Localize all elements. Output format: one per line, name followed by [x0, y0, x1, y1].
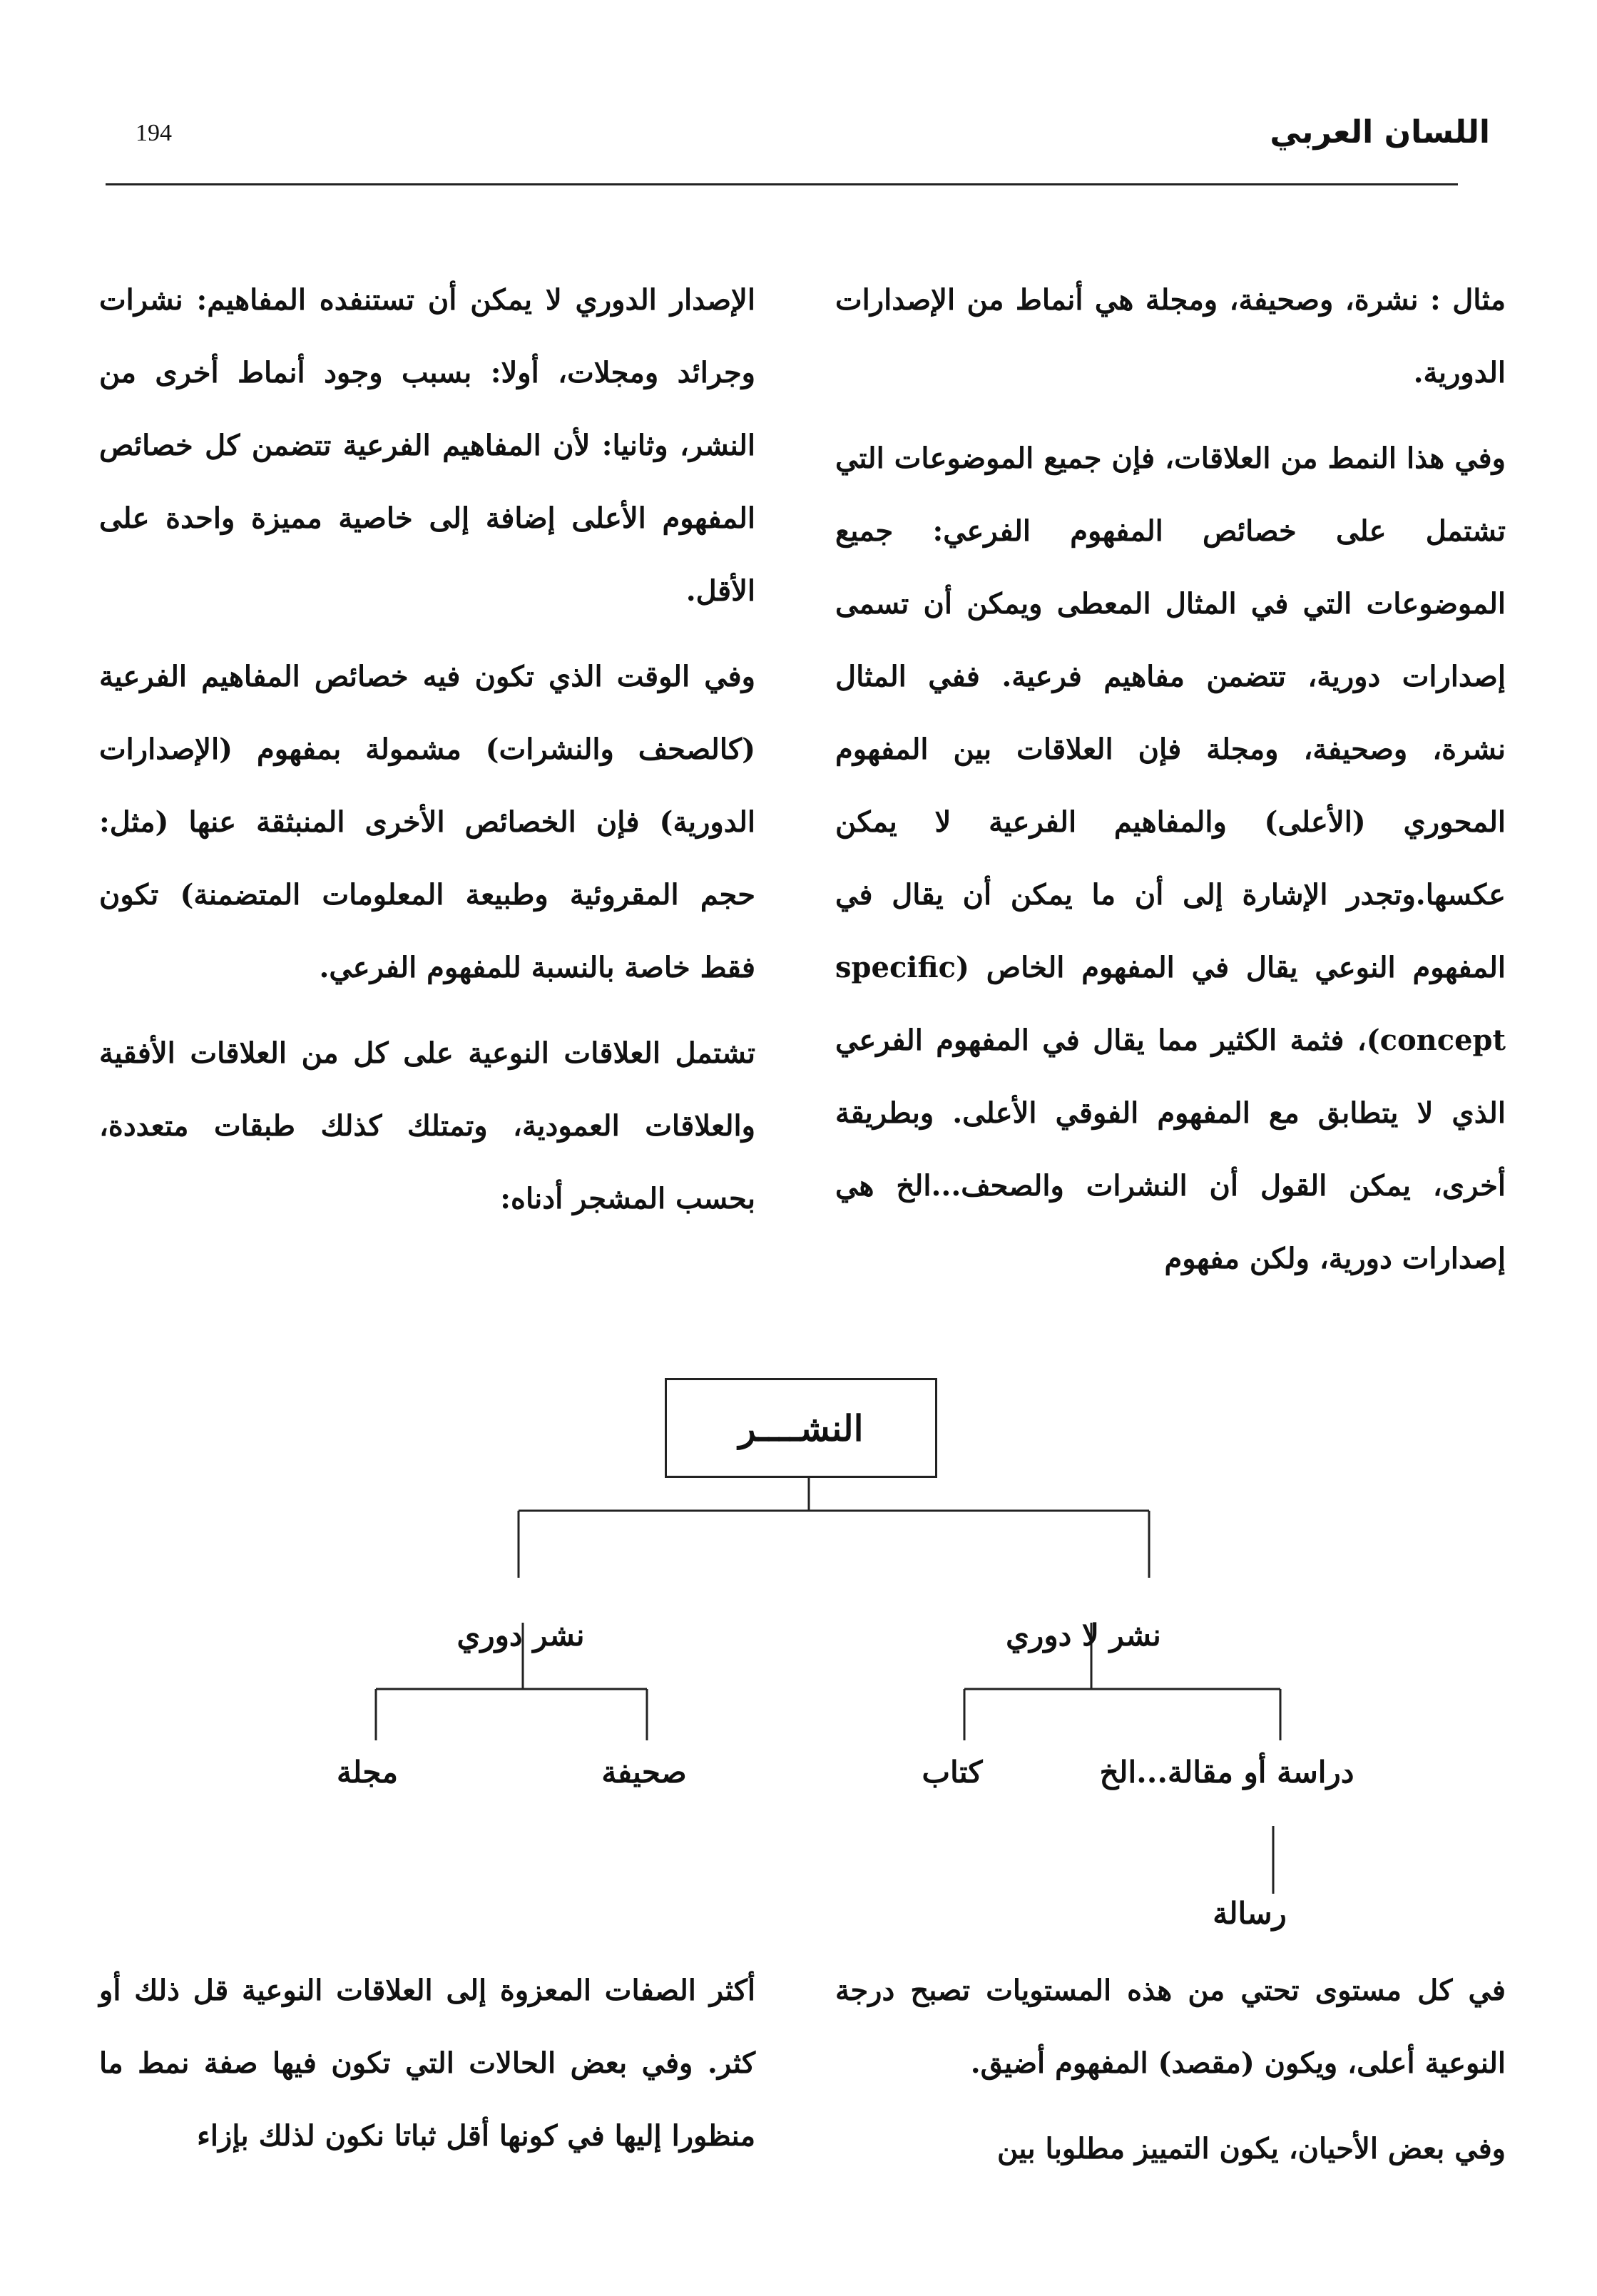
right-column-bottom	[835, 1954, 1506, 2185]
tree-node-study-article: دراسة أو مقالة...الخ	[1099, 1755, 1354, 1790]
paragraph: أكثر الصفات المعزوة إلى العلاقات النوعية قل ذلك أو كثر. وفي بعض الحالات التي تكون فيها صفة نمط ما منظورا إليها في كونها أقل ثباتا نكون لذلك بإزاء	[99, 1974, 755, 2153]
tree-node-magazine: مجلة	[336, 1755, 399, 1790]
paragraph: وفي هذا النمط من العلاقات، فإن جميع الموضوعات التي تشتمل على خصائص المفهوم الفرعي: جميع الموضوعات التي في المثال المعطى ويمكن أن تسمى إصدارات دورية، تتضمن مفاهيم فرعية. ففي المثال نشرة، وصحيفة، ومجلة فإن العلاقات بين المفهوم المحوري (الأعلى) والمفاهيم الفرعية لا يمكن عكسها.وتجدر الإشارة إلى أن ما يمكن أن يقال في المفهوم النوعي يقال في المفهوم الخاص (specific concept)، فثمة الكثير مما يقال في المفهوم الفرعي الذي لا يتطابق مع المفهوم الفوقي الأعلى. وبطريقة أخرى، يمكن القول أن النشرات والصحف...الخ هي إصدارات دورية، ولكن مفهوم	[835, 442, 1506, 1275]
paragraph: تشتمل العلاقات النوعية على كل من العلاقات الأفقية والعلاقات العمودية، وتمتلك كذلك طبقات متعددة، بحسب المشجر أدناه:	[99, 1036, 755, 1215]
tree-node-book: كتاب	[922, 1755, 983, 1790]
tree-node-non-periodic: نشر لا دوري	[1006, 1618, 1161, 1653]
tree-node-periodic: نشر دوري	[456, 1618, 585, 1653]
left-column-bottom	[99, 1954, 755, 2173]
paragraph: وفي الوقت الذي تكون فيه خصائص المفاهيم الفرعية (كالصحف والنشرات) مشمولة بمفهوم (الإصدارات الدورية) فإن الخصائص الأخرى المنبثقة عنها (مثل: حجم المقروئية وطبيعة المعلومات المتضمنة) تكون فقط خاصة بالنسبة للمفهوم الفرعي.	[99, 660, 755, 984]
tree-node-newspaper: صحيفة	[601, 1755, 687, 1790]
paragraph: في كل مستوى تحتي من هذه المستويات تصبح درجة النوعية أعلى، ويكون (مقصد) المفهوم أضيق.	[835, 1974, 1506, 2080]
paragraph: الإصدار الدوري لا يمكن أن تستنفده المفاهيم: نشرات وجرائد ومجلات، أولا: بسبب وجود أنماط أخرى من النشر، وثانيا: لأن المفاهيم الفرعية تتضمن كل خصائص المفهوم الأعلى إضافة إلى خاصية مميزة واحدة على الأقل.	[99, 283, 755, 608]
paragraph: وفي بعض الأحيان، يكون التمييز مطلوبا بين	[996, 2132, 1506, 2165]
tree-node-thesis: رسالة	[1213, 1896, 1287, 1931]
tree-root-node	[665, 1378, 937, 1478]
journal-title: اللسان العربي	[1270, 114, 1490, 150]
page-number: 194	[136, 120, 172, 146]
tree-root-label: النشــــر	[738, 1407, 864, 1449]
paragraph: مثال : نشرة، وصحيفة، ومجلة هي أنماط من الإصدارات الدورية.	[835, 283, 1506, 389]
